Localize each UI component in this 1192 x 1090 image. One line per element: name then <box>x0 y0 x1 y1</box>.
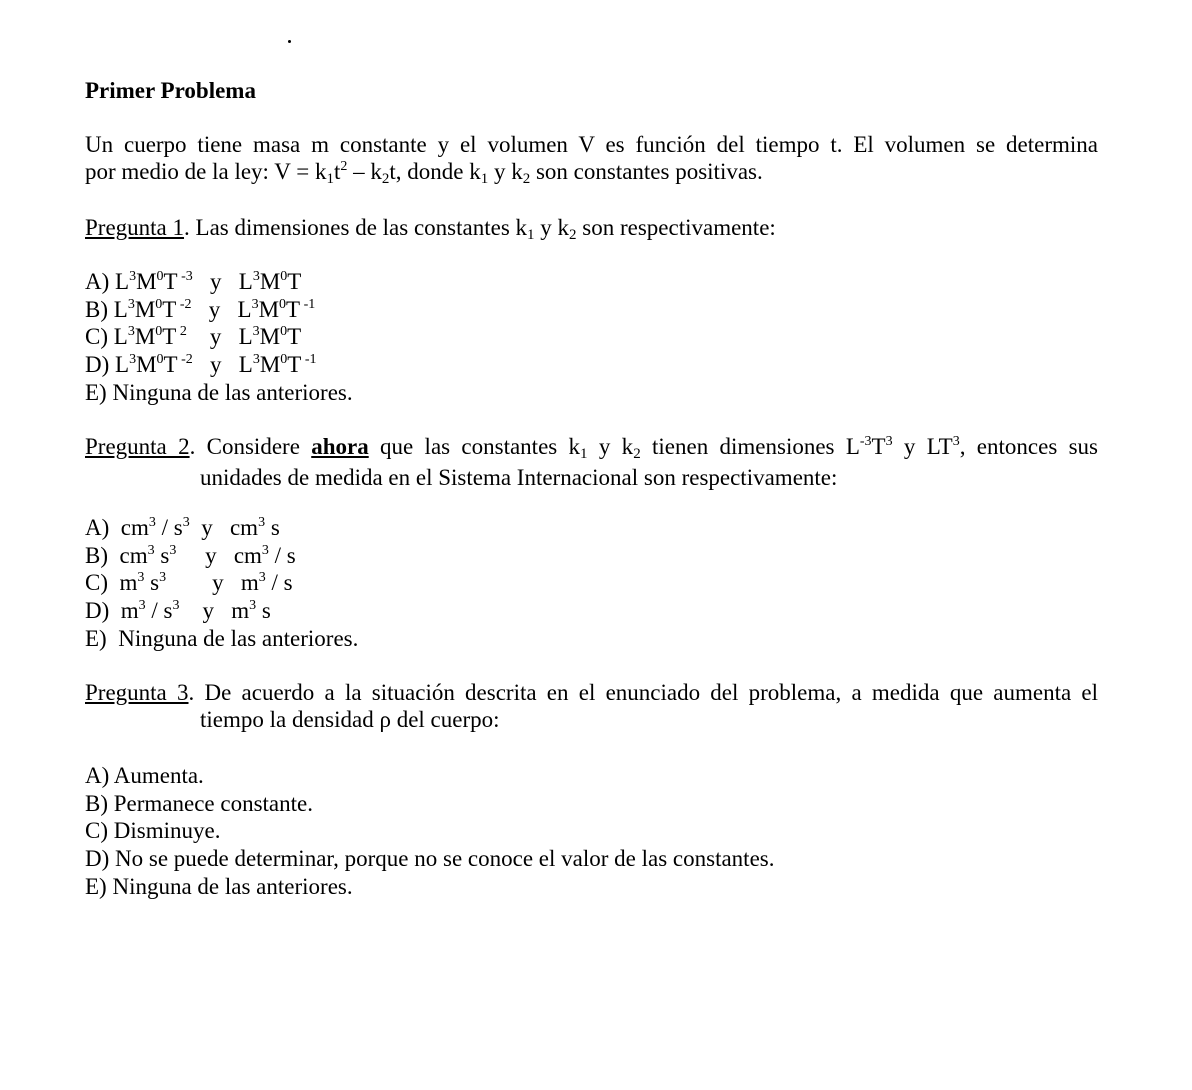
text-run: T <box>287 324 302 350</box>
subscript: 2 <box>522 171 531 187</box>
superscript: 3 <box>159 570 167 586</box>
text-run: y cm <box>176 542 262 568</box>
question-3-text <box>189 680 1099 705</box>
superscript: 2 <box>176 324 187 340</box>
answer-option <box>85 379 353 407</box>
text-run: por medio de la ley: V = k <box>85 159 327 184</box>
question-1-label: Pregunta 1 <box>85 215 185 240</box>
superscript: 3 <box>182 515 190 530</box>
text-run: y m <box>166 570 259 596</box>
superscript: 3 <box>127 296 135 312</box>
text-run: y L <box>191 296 252 322</box>
superscript: -1 <box>301 352 317 368</box>
text-run: D) L <box>85 352 130 378</box>
superscript: 3 <box>172 598 180 614</box>
text-run: E) Ninguna de las anteriores. <box>85 379 353 405</box>
text-run: t, donde k <box>389 159 481 184</box>
superscript: 3 <box>147 542 155 558</box>
question-1 <box>85 214 1098 245</box>
superscript: 3 <box>258 570 266 586</box>
subscript: 1 <box>480 171 489 187</box>
answer-option <box>85 625 358 653</box>
question-2-stem <box>85 433 1098 464</box>
superscript: -3 <box>177 269 193 284</box>
superscript: 0 <box>156 352 164 368</box>
text-run: tienen dimensiones L <box>640 434 860 459</box>
text-run: y k <box>534 215 570 240</box>
answer-option <box>85 762 204 790</box>
text-run: B) L <box>85 296 128 322</box>
superscript: 3 <box>258 515 266 530</box>
superscript: 0 <box>155 296 163 312</box>
text-run: M <box>136 269 157 294</box>
text-run: D) No se puede determinar, porque no se conoce el valor de las constantes. <box>85 846 775 872</box>
text-run: M <box>259 352 281 378</box>
answer-option <box>85 873 353 901</box>
text-run: T <box>162 324 177 350</box>
text-run: T <box>287 269 302 294</box>
intro-line-1: Un cuerpo tiene masa m constante y el volumen V es función del tiempo t. El volumen se determina <box>85 132 1098 157</box>
superscript: 3 <box>252 269 260 284</box>
subscript: 1 <box>527 227 535 243</box>
question-2 <box>85 433 1098 491</box>
superscript: 0 <box>280 269 288 284</box>
superscript: 2 <box>340 159 348 174</box>
text-run: T <box>163 269 178 294</box>
text-run: . Las dimensiones de las constantes k <box>184 215 528 240</box>
text-run: E) Ninguna de las anteriores. <box>85 873 353 899</box>
answer-option <box>85 845 774 873</box>
question-3-stem-cont: tiempo la densidad ρ del cuerpo: <box>200 707 500 732</box>
answer-option <box>85 817 220 845</box>
problem-title: Primer Problema <box>85 78 256 103</box>
subscript: 2 <box>633 446 641 462</box>
text-run: y m <box>179 598 250 624</box>
superscript: 3 <box>252 352 260 368</box>
question-3 <box>85 679 1098 733</box>
superscript: 0 <box>156 269 164 284</box>
superscript: 3 <box>251 296 259 312</box>
scan-speck <box>288 40 291 43</box>
superscript: -2 <box>176 296 192 312</box>
superscript: -3 <box>859 434 872 449</box>
superscript: -2 <box>177 352 193 368</box>
answer-option <box>85 790 313 818</box>
text-run: / s <box>265 570 293 596</box>
text-run: T <box>286 296 301 322</box>
question-1-stem <box>85 214 1098 245</box>
text-run: M <box>134 324 156 350</box>
text-run: M <box>259 269 281 294</box>
text-run: / s <box>268 542 296 568</box>
superscript: 3 <box>169 542 177 558</box>
text-run: T <box>287 352 302 378</box>
subscript: 2 <box>569 227 577 243</box>
text-run: y k <box>587 434 634 459</box>
question-2-label: Pregunta 2 <box>85 434 190 459</box>
text-run: / s <box>155 515 183 540</box>
superscript: -1 <box>300 296 316 312</box>
text-run: A) L <box>85 269 130 294</box>
text-run: , entonces sus <box>959 434 1098 459</box>
text-run: y k <box>488 159 523 184</box>
subscript: 2 <box>381 171 390 187</box>
question-1-text <box>184 215 776 243</box>
intro-line-2 <box>85 158 1098 189</box>
text-run: t <box>333 159 341 184</box>
text-run: D) m <box>85 598 139 624</box>
text-run: C) Disminuye. <box>85 818 221 844</box>
text-run: E) Ninguna de las anteriores. <box>85 625 359 651</box>
superscript: 3 <box>138 598 146 614</box>
superscript: 3 <box>127 324 135 340</box>
text-run: son constantes positivas. <box>530 159 763 184</box>
superscript: 0 <box>155 324 163 340</box>
text-run: / s <box>145 598 173 624</box>
text-run: M <box>258 296 280 322</box>
superscript: 3 <box>129 269 137 284</box>
text-run: y L <box>186 324 253 350</box>
text-run: B) Permanece constante. <box>85 790 313 816</box>
intro-paragraph <box>85 131 1098 189</box>
text-run: T <box>162 296 177 322</box>
superscript: 3 <box>148 515 156 530</box>
question-3-stem <box>85 679 1098 706</box>
superscript: 3 <box>137 570 145 586</box>
question-2-text <box>189 434 1098 462</box>
text-run: – k <box>347 159 382 184</box>
superscript: 0 <box>280 352 288 368</box>
text-run: C) m <box>85 570 138 596</box>
superscript: 3 <box>252 324 260 340</box>
text-run: T <box>871 434 886 459</box>
text-run: T <box>163 352 178 378</box>
text-run: s <box>144 570 160 596</box>
text-run: que las constantes k <box>368 434 581 459</box>
text-run: son respectivamente: <box>576 215 776 240</box>
text-run: B) cm <box>85 542 148 568</box>
text-run: A) Aumenta. <box>85 763 204 788</box>
question-3-label: Pregunta 3 <box>85 680 189 705</box>
text-run: y L <box>192 269 253 294</box>
superscript: 3 <box>261 542 269 558</box>
text-run: M <box>259 324 281 350</box>
superscript: 0 <box>279 296 287 312</box>
superscript: 0 <box>280 324 288 340</box>
subscript: 1 <box>326 171 334 187</box>
text-run: A) cm <box>85 515 149 540</box>
text-run: y LT <box>892 434 953 459</box>
superscript: 3 <box>129 352 137 368</box>
superscript: 3 <box>952 434 960 449</box>
text-run: . De acuerdo a la situación descrita en el enunciado del problema, a medida que aumenta el <box>188 680 1098 705</box>
text-run: y L <box>192 352 253 378</box>
text-run: s <box>154 542 170 568</box>
text-run: s <box>265 515 280 540</box>
text-run: s <box>256 598 271 624</box>
text-run: M <box>134 296 156 322</box>
superscript: 3 <box>885 434 893 449</box>
question-2-stem-cont: unidades de medida en el Sistema Internacional son respectivamente: <box>200 465 838 490</box>
emphasis: ahora <box>311 434 369 459</box>
text-run: C) L <box>85 324 128 350</box>
subscript: 1 <box>580 446 588 462</box>
text-run: . Considere <box>189 434 312 459</box>
superscript: 3 <box>249 598 257 614</box>
text-run: y cm <box>189 515 259 540</box>
text-run: M <box>136 352 157 378</box>
